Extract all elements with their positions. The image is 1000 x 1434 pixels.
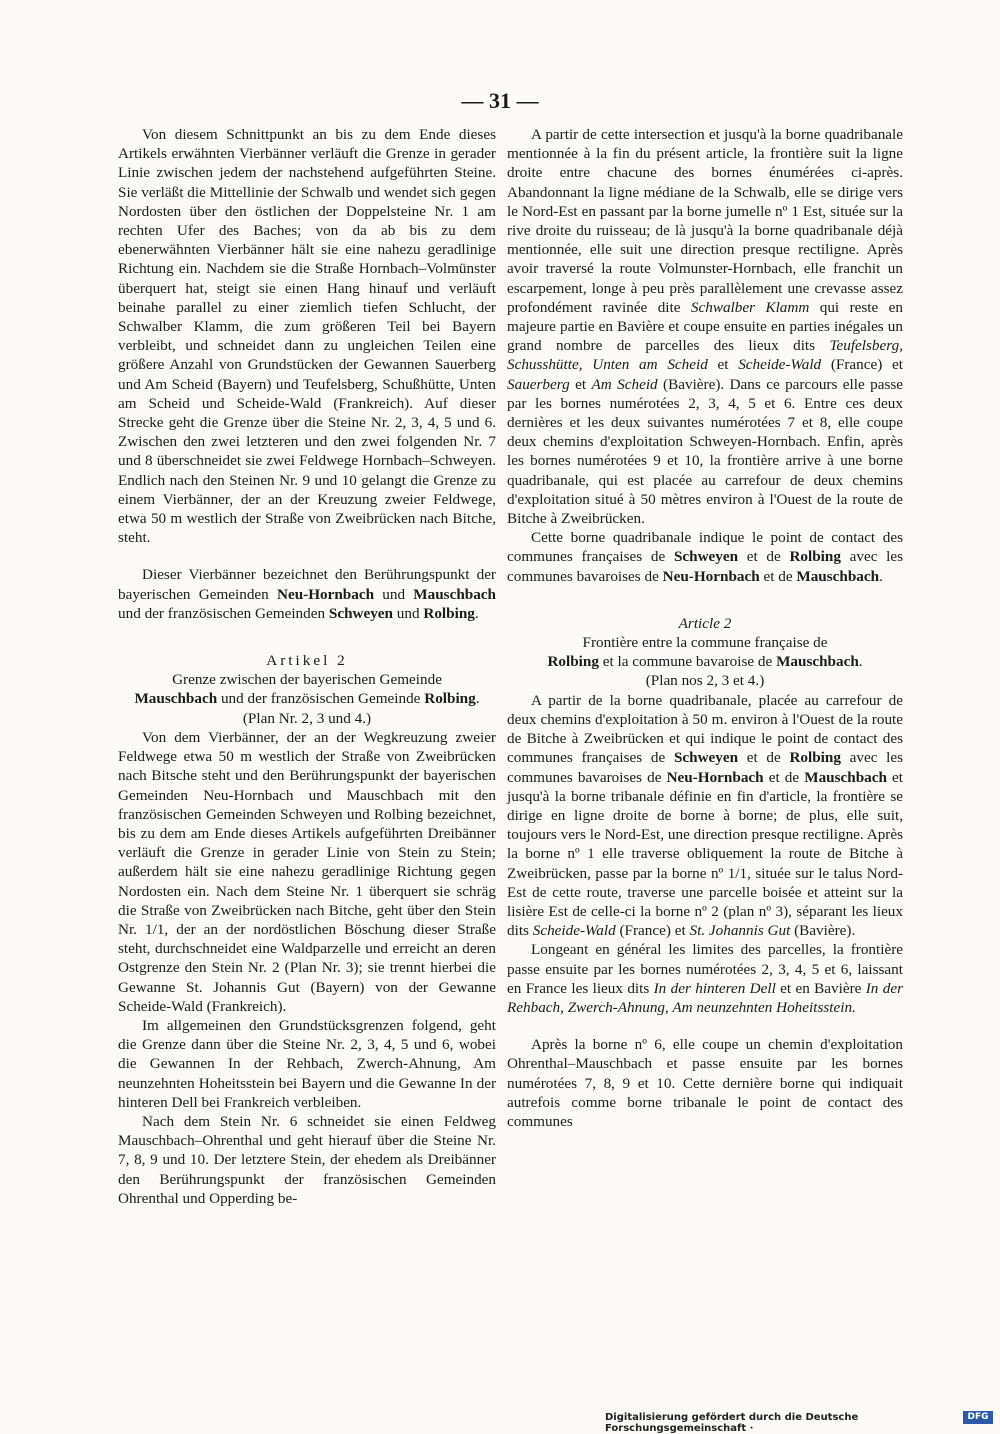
de-paragraph-5: Nach dem Stein Nr. 6 schneidet sie einen Feldweg Mauschbach–Ohrenthal und geht hierauf über die Steine Nr. 7, 8, 9 und 10. Der letztere Stein, der ehedem als Dreibänner den Berührungspunkt der französischen Gemeinden Ohrenthal und Opperding be- xyxy=(118,1112,496,1207)
dfg-logo: DFG xyxy=(963,1411,993,1424)
fr-paragraph-3: A partir de la borne quadribanale, placée au carrefour de deux chemins d'exploitation à 50 m. environ à l'Ouest de la route de Bitche à Zweibrücken et qui indique le point de contact des communes françaises de Schweyen et de Rolbing avec les communes bavaroises de Neu-Hornbach et de Mauschbach et jusqu'à la borne tribanale définie en fin d'article, la frontière se dirige en ligne droite de borne à borne; de plus, elle suit, toujours vers le Nord-Est, une direction presque rectiligne. Après la borne nº 1 elle traverse obliquement la route de Bitche à Zweibrücken, passe par la borne nº 1/1, située sur le talus Nord-Est de cette route, traverse une parcelle boisée et atteint sur la lisière Est de celle-ci la borne nº 2 (plan nº 3), séparant les lieux dits Scheide-Wald (France) et St. Johannis Gut (Bavière). xyxy=(507,691,904,940)
de-paragraph-1: Von diesem Schnittpunkt an bis zu dem Ende dieses Artikels erwähnten Vierbänner verläuft die Grenze in gerader Linie zwischen jedem der nachstehend aufgeführten Steine. Sie verläßt die Mittellinie der Schwalb und wendet sich gegen Nordosten über den östlichen der Doppelsteine Nr. 1 am rechten Ufer des Baches; von da ab bis zu dem ebenerwähnten Vierbänner hält sie eine nahezu geradlinige Richtung ein. Nachdem sie die Straße Hornbach–Volmünster überquert hat, steigt sie einen Hang hinauf und verläuft beinahe parallel zu einer ziemlich tiefen Schlucht, der Schwalber Klamm, die zum größeren Teil bei Bayern verbleibt, und schneidet dann zu ungleichen Teilen eine größere Anzahl von Grundstücken der Gewannen Sauerberg und Am Scheid (Bayern) und Teufelsberg, Schußhütte, Unten am Scheid und Scheide-Wald (Frankreich). Auf dieser Strecke geht die Grenze über die Steine Nr. 2, 3, 4, 5 und 6. Zwischen den zwei letzteren und den zwei folgenden Nr. 7 und 8 überschneidet sie zwei Feldwege Hornbach–Schweyen. Endlich nach den Steinen Nr. 9 und 10 gelangt die Grenze zu einem Vierbänner, der an der Kreuzung zweier Feldwege, etwa 50 m westlich der Straße von Zweibrücken nach Bitche, steht. xyxy=(118,126,496,547)
de-paragraph-3: Von dem Vierbänner, der an der Wegkreuzung zweier Feldwege etwa 50 m westlich der Straße von Zweibrücken nach Bitsche steht und den Berührungspunkt der bayerischen Gemeinden Neu-Hornbach und Mauschbach mit den französischen Gemeinden Schweyen und Rolbing bezeichnet, bis zu dem am Ende dieses Artikels aufgeführten Dreibänner verläuft die Grenze in gerader Linie von Stein zu Stein; außerdem hält sie eine nahezu geradlinige Richtung gegen Nordosten ein. Nach dem Steine Nr. 1 überquert sie schräg die Straße von Zweibrücken nach Bitche, geht über den Stein Nr. 1/1, der an der nordöstlichen Böschung dieser Straße steht, durchschneidet eine Waldparzelle und erreicht an deren Ostgrenze den Stein Nr. 2 (Plan Nr. 3); sie trennt hierbei die Gewanne St. Johannis Gut (Bayern) von der Gewanne Scheide-Wald (Frankreich). xyxy=(118,728,496,1015)
fr-paragraph-1: A partir de cette intersection et jusqu'à la borne quadribanale mentionnée à la fin du présent article, la frontière suit la ligne droite entre chacune des bornes énumérées ci-après. Abandonnant la ligne médiane de la Schwalb, elle se dirige vers le Nord-Est en passant par la borne jumelle nº 1 Est, située sur la rive droite du ruisseau; de là jusqu'à la borne quadribanale déjà mentionnée, elle suit une direction presque rectiligne. Après avoir traversé la route Volmunster-Hornbach, elle franchit un escarpement, longe à peu près parallèlement une crevasse assez profondément ravinée dite Schwalber Klamm qui reste en majeure partie en Bavière et coupe ensuite en parties inégales un grand nombre de parcelles des lieux dits Teufelsberg, Schusshütte, Unten am Scheid et Scheide-Wald (France) et Sauerberg et Am Scheid (Bavière). Dans ce parcours elle passe par les bornes numérotées 2, 3, 4, 5 et 6. Entre ces deux dernières et les deux suivantes numérotées 7 et 8, elle coupe deux chemins d'exploitation Schweyen-Hornbach. Enfin, après les bornes numérotées 9 et 10, la frontière arrive à une borne quadribanale, qui est placée au carrefour de deux chemins d'exploitation situé à 50 mètres environ à l'Ouest de la route de Bitche à Zweibrücken. xyxy=(507,126,904,528)
fr-article-plan: (Plan nos 2, 3 et 4.) xyxy=(645,672,765,690)
french-column xyxy=(507,125,903,1131)
fr-article-subtitle: Frontière entre la commune française de Rolbing et la commune bavaroise de Mauschbach. (Plan nos 2, 3 et 4.) xyxy=(547,634,863,690)
digitization-footer: Digitalisierung gefördert durch die Deutsche Forschungsgemeinschaft · xyxy=(605,1412,859,1434)
de-paragraph-4: Im allgemeinen den Grundstücksgrenzen folgend, geht die Grenze dann über die Steine Nr. 2, 3, 4, 5 und 6, wobei die Gewannen In der Rehbach, Zwerch-Ahnung, Am neunzehnten Hoheitsstein bei Bayern und die Gewanne In der hinteren Dell bei Frankreich verbleiben. xyxy=(118,1016,496,1111)
page-number: — 31 — xyxy=(461,88,539,113)
german-column xyxy=(118,125,496,1208)
fr-paragraph-4: Longeant en général les limites des parcelles, la frontière passe ensuite par les bornes numérotées 2, 3, 4, 5 et 6, laissant en France les lieux dits In der hinteren Dell et en Bavière In der Rehbach, Zwerch-Ahnung, Am neunzehnten Hoheitsstein. xyxy=(507,941,904,1016)
de-article-subtitle: Grenze zwischen der bayerischen Gemeinde Mauschbach und der französischen Gemeinde Rolbing. (Plan Nr. 2, 3 und 4.) xyxy=(134,671,480,727)
fr-article-title: Article 2 xyxy=(678,614,732,632)
fr-paragraph-2: Cette borne quadribanale indique le point de contact des communes françaises de Schweyen et de Rolbing avec les communes bavaroises de Neu-Hornbach et de Mauschbach. xyxy=(507,529,904,585)
de-article-title: Artikel 2 xyxy=(266,652,348,670)
fr-paragraph-5: Après la borne nº 6, elle coupe un chemin d'exploitation Ohrenthal–Mauschbach et passe ensuite par les bornes numérotées 7, 8, 9 et 10. Cette dernière borne qui indiquait autrefois comme borne tribanale le point de contact des communes xyxy=(507,1036,903,1130)
de-paragraph-2: Dieser Vierbänner bezeichnet den Berührungspunkt der bayerischen Gemeinden Neu-Hornbach und Mauschbach und der französischen Gemeinden Schweyen und Rolbing. xyxy=(118,566,496,622)
de-article-plan: (Plan Nr. 2, 3 und 4.) xyxy=(242,709,372,727)
